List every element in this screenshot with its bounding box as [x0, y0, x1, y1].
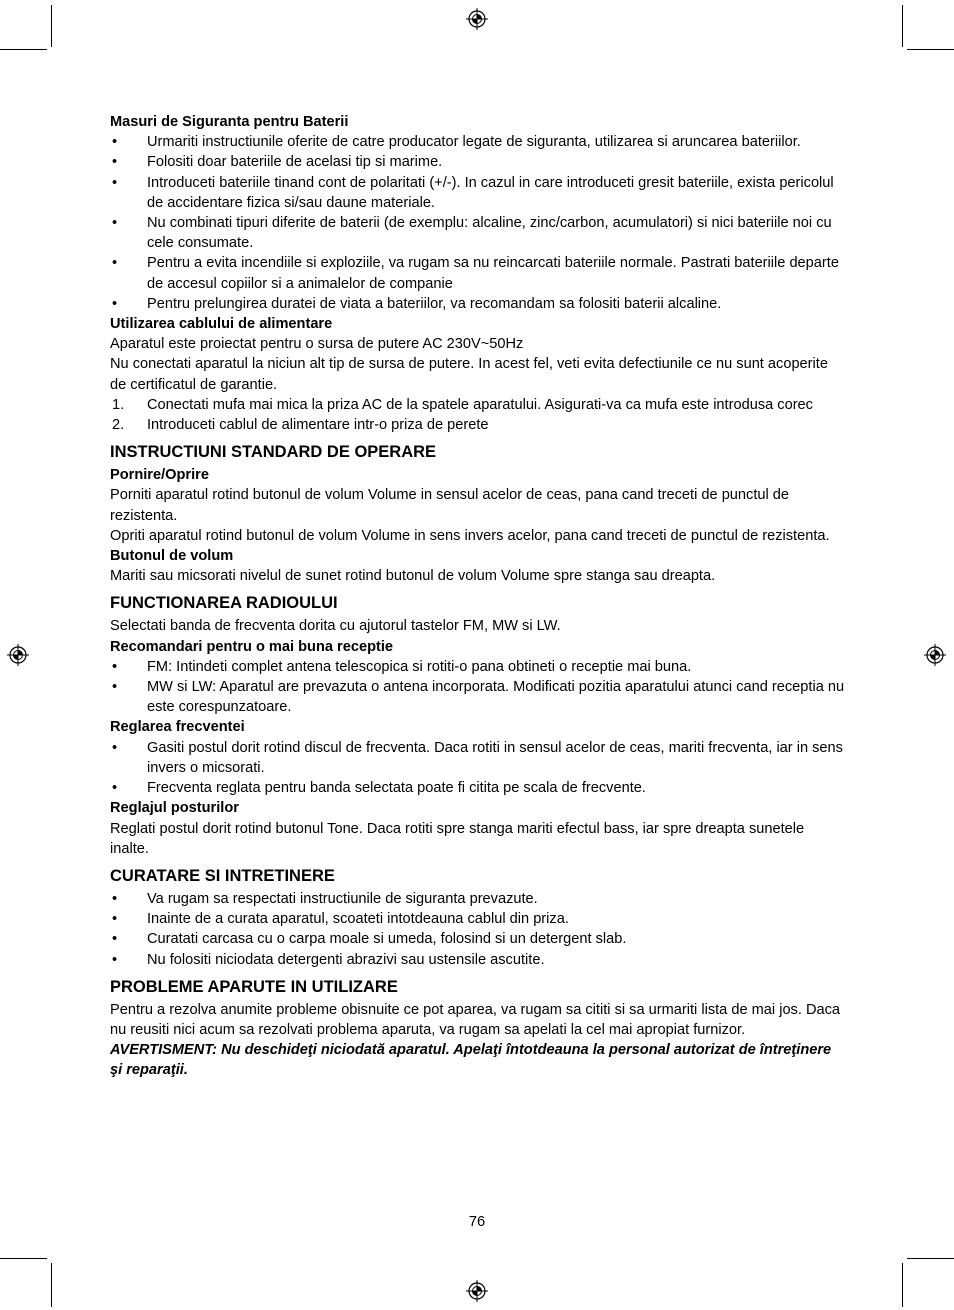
- paragraph: Reglati postul dorit rotind butonul Tone. Daca rotiti spre stanga mariti efectul bass, iar spre dreapta sunetele inalte.: [110, 820, 805, 857]
- registration-mark-icon: [466, 8, 488, 30]
- section-heading: FUNCTIONAREA RADIOULUI: [110, 594, 338, 613]
- manual-page-content: [110, 112, 846, 1081]
- section-subtitle: Reglarea frecventei: [110, 719, 245, 736]
- section-subtitle: Masuri de Siguranta pentru Baterii: [110, 114, 349, 130]
- page-number: 76: [468, 1214, 486, 1230]
- reception-tips-list: [110, 657, 846, 718]
- step-number: 2.: [112, 417, 125, 434]
- crop-mark-bottom-left-v: [51, 1263, 52, 1307]
- list-item: • Va rugam sa respectati instructiunile de siguranta prevazute.: [110, 889, 846, 909]
- battery-safety-list: [110, 132, 846, 314]
- bullet: •: [112, 911, 118, 928]
- list-item: • FM: Intindeti complet antena telescopica si rotiti-o pana obtineti o receptie mai buna.: [110, 657, 846, 677]
- crop-mark-bottom-right-v: [902, 1263, 903, 1307]
- bullet: •: [112, 295, 118, 312]
- section-heading: INSTRUCTIUNI STANDARD DE OPERARE: [110, 443, 437, 462]
- list-item: • Nu folositi niciodata detergenti abrazivi sau ustensile ascutite.: [110, 950, 846, 970]
- bullet: •: [112, 174, 118, 191]
- list-item: • Pentru prelungirea duratei de viata a bateriilor, va recomandam sa folositi baterii alcaline.: [110, 294, 846, 314]
- bullet: •: [112, 215, 118, 232]
- paragraph: Nu conectati aparatul la niciun alt tip de sursa de putere. In acest fel, veti evita defectiunile ce nu sunt acoperite de certificatul de garantie.: [110, 356, 828, 393]
- bullet: •: [112, 890, 118, 907]
- list-item: 2. Introduceti cablul de alimentare intr-o priza de perete: [110, 415, 846, 435]
- paragraph: Pentru a rezolva anumite probleme obisnuite ce pot aparea, va rugam sa cititi si sa urmariti lista de mai jos. Daca nu reusiti nici acum sa rezolvati problema aparuta, va rugam sa apelati la cel mai apropiat furnizor.: [110, 1001, 841, 1038]
- cleaning-list: [110, 889, 846, 970]
- bullet: •: [112, 679, 118, 696]
- list-item: • Introduceti bateriile tinand cont de polaritati (+/-). In cazul in care introduceti gresit bateriile, exista pericolul de accidentare fizica si/sau daune materiale.: [112, 174, 834, 211]
- crop-mark-top-right-v: [902, 5, 903, 47]
- list-item: • Gasiti postul dorit rotind discul de frecventa. Daca rotiti in sensul acelor de ceas, mariti frecventa, iar in sens invers o micsorati.: [112, 739, 843, 776]
- paragraph: Selectati banda de frecventa dorita cu ajutorul tastelor FM, MW si LW.: [110, 618, 561, 635]
- crop-mark-top-left-h: [0, 49, 47, 50]
- list-item: • Urmariti instructiunile oferite de catre producator legate de siguranta, utilizarea si aruncarea bateriilor.: [110, 132, 846, 152]
- section-subtitle: Butonul de volum: [110, 548, 234, 565]
- bullet: •: [112, 931, 118, 948]
- paragraph: Mariti sau micsorati nivelul de sunet rotind butonul de volum Volume spre stanga sau dreapta.: [110, 568, 716, 585]
- step-number: 1.: [112, 396, 125, 413]
- list-item: • Curatati carcasa cu o carpa moale si umeda, folosind si un detergent slab.: [110, 929, 846, 949]
- list-item: • Nu combinati tipuri diferite de baterii (de exemplu: alcaline, zinc/carbon, acumulatori) si nici bateriile noi cu cele consumate.: [112, 215, 832, 252]
- section-subtitle: Utilizarea cablului de alimentare: [110, 316, 333, 333]
- bullet: •: [112, 780, 118, 797]
- list-item: 1. Conectati mufa mai mica la priza AC de la spatele aparatului. Asigurati-va ca mufa este introdusa corec: [110, 395, 846, 415]
- list-item: • Pentru a evita incendiile si exploziile, va rugam sa nu reincarcati bateriile normale. Pastrati bateriile departe de accesul copiilor si a animalelor de companie: [112, 255, 839, 292]
- warning-text: AVERTISMENT: Nu deschideţi niciodată aparatul. Apelaţi întotdeauna la personal autorizat de întreţinere şi reparaţii.: [110, 1042, 832, 1079]
- bullet: •: [112, 739, 118, 756]
- list-item: • Folositi doar bateriile de acelasi tip si marime.: [110, 152, 846, 172]
- cable-steps-list: [110, 395, 846, 435]
- crop-mark-top-left-v: [51, 5, 52, 47]
- section-heading: CURATARE SI INTRETINERE: [110, 866, 335, 885]
- crop-mark-bottom-left-h: [0, 1258, 47, 1259]
- registration-mark-icon: [924, 644, 946, 666]
- list-item: • Inainte de a curata aparatul, scoateti intotdeauna cablul din priza.: [110, 909, 846, 929]
- paragraph: Aparatul este proiectat pentru o sursa de putere AC 230V~50Hz: [110, 336, 524, 353]
- crop-mark-bottom-right-h: [907, 1258, 954, 1259]
- section-heading: PROBLEME APARUTE IN UTILIZARE: [110, 977, 398, 996]
- registration-mark-icon: [7, 644, 29, 666]
- bullet: •: [112, 658, 118, 675]
- bullet: •: [112, 134, 118, 151]
- section-subtitle: Pornire/Oprire: [110, 467, 209, 484]
- list-item: • Frecventa reglata pentru banda selectata poate fi citita pe scala de frecvente.: [110, 778, 846, 798]
- bullet: •: [112, 154, 118, 171]
- paragraph: Opriti aparatul rotind butonul de volum Volume in sens invers acelor, pana cand treceti de punctul de rezistenta.: [110, 527, 830, 544]
- section-subtitle: Recomandari pentru o mai buna receptie: [110, 638, 394, 655]
- bullet: •: [112, 951, 118, 968]
- paragraph: Porniti aparatul rotind butonul de volum Volume in sensul acelor de ceas, pana cand treceti de punctul de rezistenta.: [110, 487, 790, 524]
- crop-mark-top-right-h: [907, 49, 954, 50]
- list-item: • MW si LW: Aparatul are prevazuta o antena incorporata. Modificati pozitia aparatului atunci cand receptia nu este corespunzatoare.: [112, 679, 845, 716]
- section-subtitle: Reglajul posturilor: [110, 800, 239, 817]
- bullet: •: [112, 255, 118, 272]
- frequency-list: [110, 738, 846, 799]
- registration-mark-icon: [466, 1280, 488, 1302]
